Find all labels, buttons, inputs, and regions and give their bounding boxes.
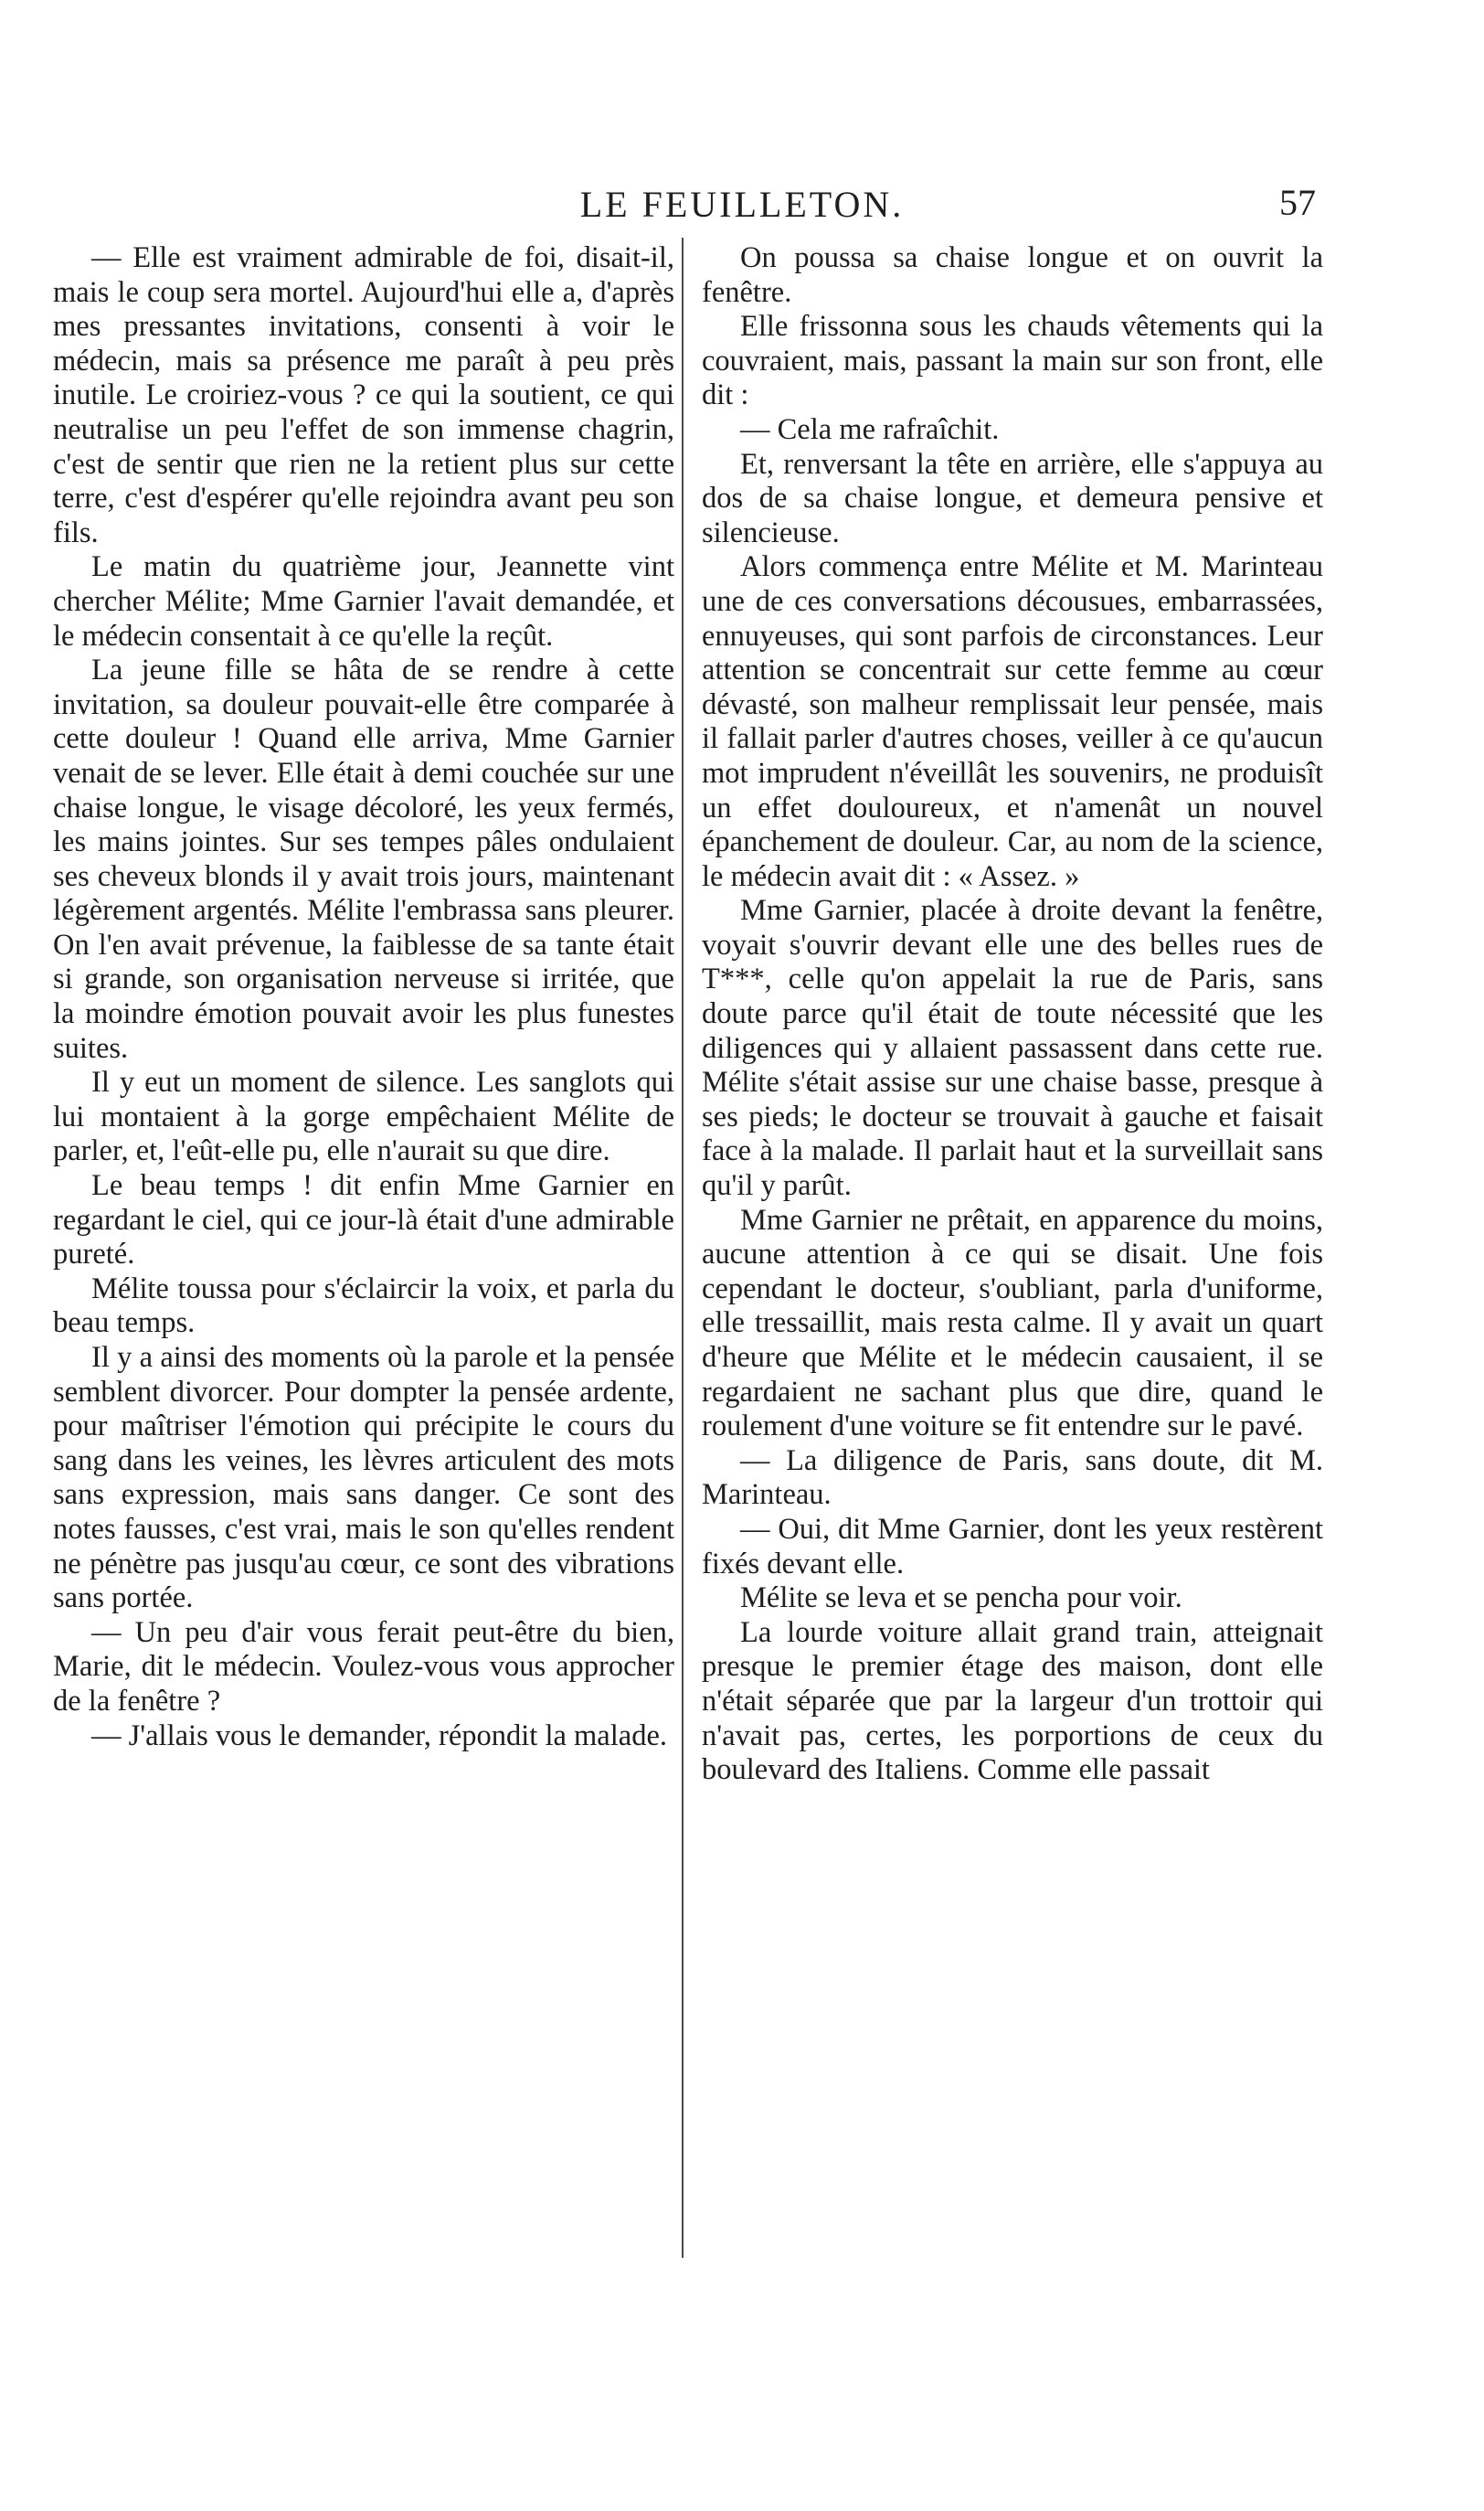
paragraph: — Elle est vraiment admirable de foi, disait-il, mais le coup sera mortel. Aujourd'hui elle a, d'après mes pressantes invitations, consenti à voir le médecin, mais sa présence me paraît à peu près inutile. Le croiriez-vous ? ce qui la soutient, ce qui neutralise un peu l'effet de son immense chagrin, c'est de sentir que rien ne la retient plus sur cette terre, c'est d'espérer qu'elle rejoindra avant peu son fils. (53, 241, 674, 549)
paragraph: Le beau temps ! dit enfin Mme Garnier en regardant le ciel, qui ce jour-là était d'une admirable pureté. (53, 1169, 674, 1271)
paragraph: On poussa sa chaise longue et on ouvrit la fenêtre. (702, 241, 1323, 309)
paragraph: Le matin du quatrième jour, Jeannette vint chercher Mélite; Mme Garnier l'avait demandée, et le médecin consentait à ce qu'elle la reçût. (53, 550, 674, 653)
left-column (53, 241, 674, 1753)
paragraph: Mme Garnier, placée à droite devant la fenêtre, voyait s'ouvrir devant elle une des belles rues de T***, celle qu'on appelait la rue de Paris, sans doute parce qu'il était de toute nécessité que les diligences qui y allaient passassent dans cette rue. Mélite s'était assise sur une chaise basse, presque à ses pieds; le docteur se trouvait à gauche et faisait face à la malade. Il parlait haut et la surveillait sans qu'il y parût. (702, 894, 1323, 1203)
paragraph: Il y eut un moment de silence. Les sanglots qui lui montaient à la gorge empêchaient Mélite de parler, et, l'eût-elle pu, elle n'aurait su que dire. (53, 1066, 674, 1168)
paragraph: — Cela me rafraîchit. (740, 412, 1000, 446)
paragraph: Alors commença entre Mélite et M. Marinteau une de ces conversations décousues, embarrassées, ennuyeuses, qui sont parfois de circonstances. Leur attention se concentrait sur cette femme au cœur dévasté, son malheur remplissait leur pensée, mais il fallait parler d'autres choses, veiller à ce qu'aucun mot imprudent n'éveillât les souvenirs, ne produisît un effet douloureux, et n'amenât un nouvel épanchement de douleur. Car, au nom de la science, le médecin avait dit : « Assez. » (702, 550, 1323, 893)
column-divider (682, 238, 684, 2258)
right-column (702, 241, 1323, 1788)
paragraph: Elle frissonna sous les chauds vêtements qui la couvraient, mais, passant la main sur son front, elle dit : (702, 310, 1323, 412)
paragraph: Et, renversant la tête en arrière, elle s'appuya au dos de sa chaise longue, et demeura pensive et silencieuse. (702, 447, 1323, 549)
paragraph: Mélite toussa pour s'éclaircir la voix, et parla du beau temps. (53, 1271, 674, 1340)
paragraph: — J'allais vous le demander, répondit la malade. (91, 1718, 667, 1752)
paragraph: Mme Garnier ne prêtait, en apparence du moins, aucune attention à ce qui se disait. Une fois cependant le docteur, s'oubliant, parla d'uniforme, elle tressaillit, mais resta calme. Il y avait un quart d'heure que Mélite et le médecin causaient, il se regardaient ne sachant plus que dire, quand le roulement d'une voiture se fit entendre sur le pavé. (702, 1203, 1323, 1443)
paragraph: Il y a ainsi des moments où la parole et la pensée semblent divorcer. Pour dompter la pensée ardente, pour maîtriser l'émotion qui précipite le cours du sang dans les veines, les lèvres articulent des mots sans expression, mais sans danger. Ce sont des notes fausses, c'est vrai, mais le son qu'elles rendent ne pénètre pas jusqu'au cœur, ce sont des vibrations sans portée. (53, 1341, 674, 1615)
page-number: 57 (1279, 182, 1316, 223)
paragraph: — La diligence de Paris, sans doute, dit M. Marinteau. (702, 1443, 1323, 1512)
paragraph: — Un peu d'air vous ferait peut-être du bien, Marie, dit le médecin. Voulez-vous vous approcher de la fenêtre ? (53, 1615, 674, 1718)
paragraph: — Oui, dit Mme Garnier, dont les yeux restèrent fixés devant elle. (702, 1512, 1323, 1580)
running-title: LE FEUILLETON. (579, 184, 905, 225)
paragraph: Mélite se leva et se pencha pour voir. (740, 1581, 1182, 1615)
paragraph: La jeune fille se hâta de se rendre à cette invitation, sa douleur pouvait-elle être comparée à cette douleur ! Quand elle arriva, Mme Garnier venait de se lever. Elle était à demi couchée sur une chaise longue, le visage décoloré, les yeux fermés, les mains jointes. Sur ses tempes pâles ondulaient ses cheveux blonds il y avait trois jours, maintenant légèrement argentés. Mélite l'embrassa sans pleurer. On l'en avait prévenue, la faiblesse de sa tante était si grande, son organisation nerveuse si irritée, que la moindre émotion pouvait avoir les plus funestes suites. (53, 654, 674, 1065)
paragraph: La lourde voiture allait grand train, atteignait presque le premier étage des maison, dont elle n'était séparée que par la largeur d'un trottoir qui n'avait pas, certes, les porportions de ceux du boulevard des Italiens. Comme elle passait (702, 1615, 1323, 1787)
